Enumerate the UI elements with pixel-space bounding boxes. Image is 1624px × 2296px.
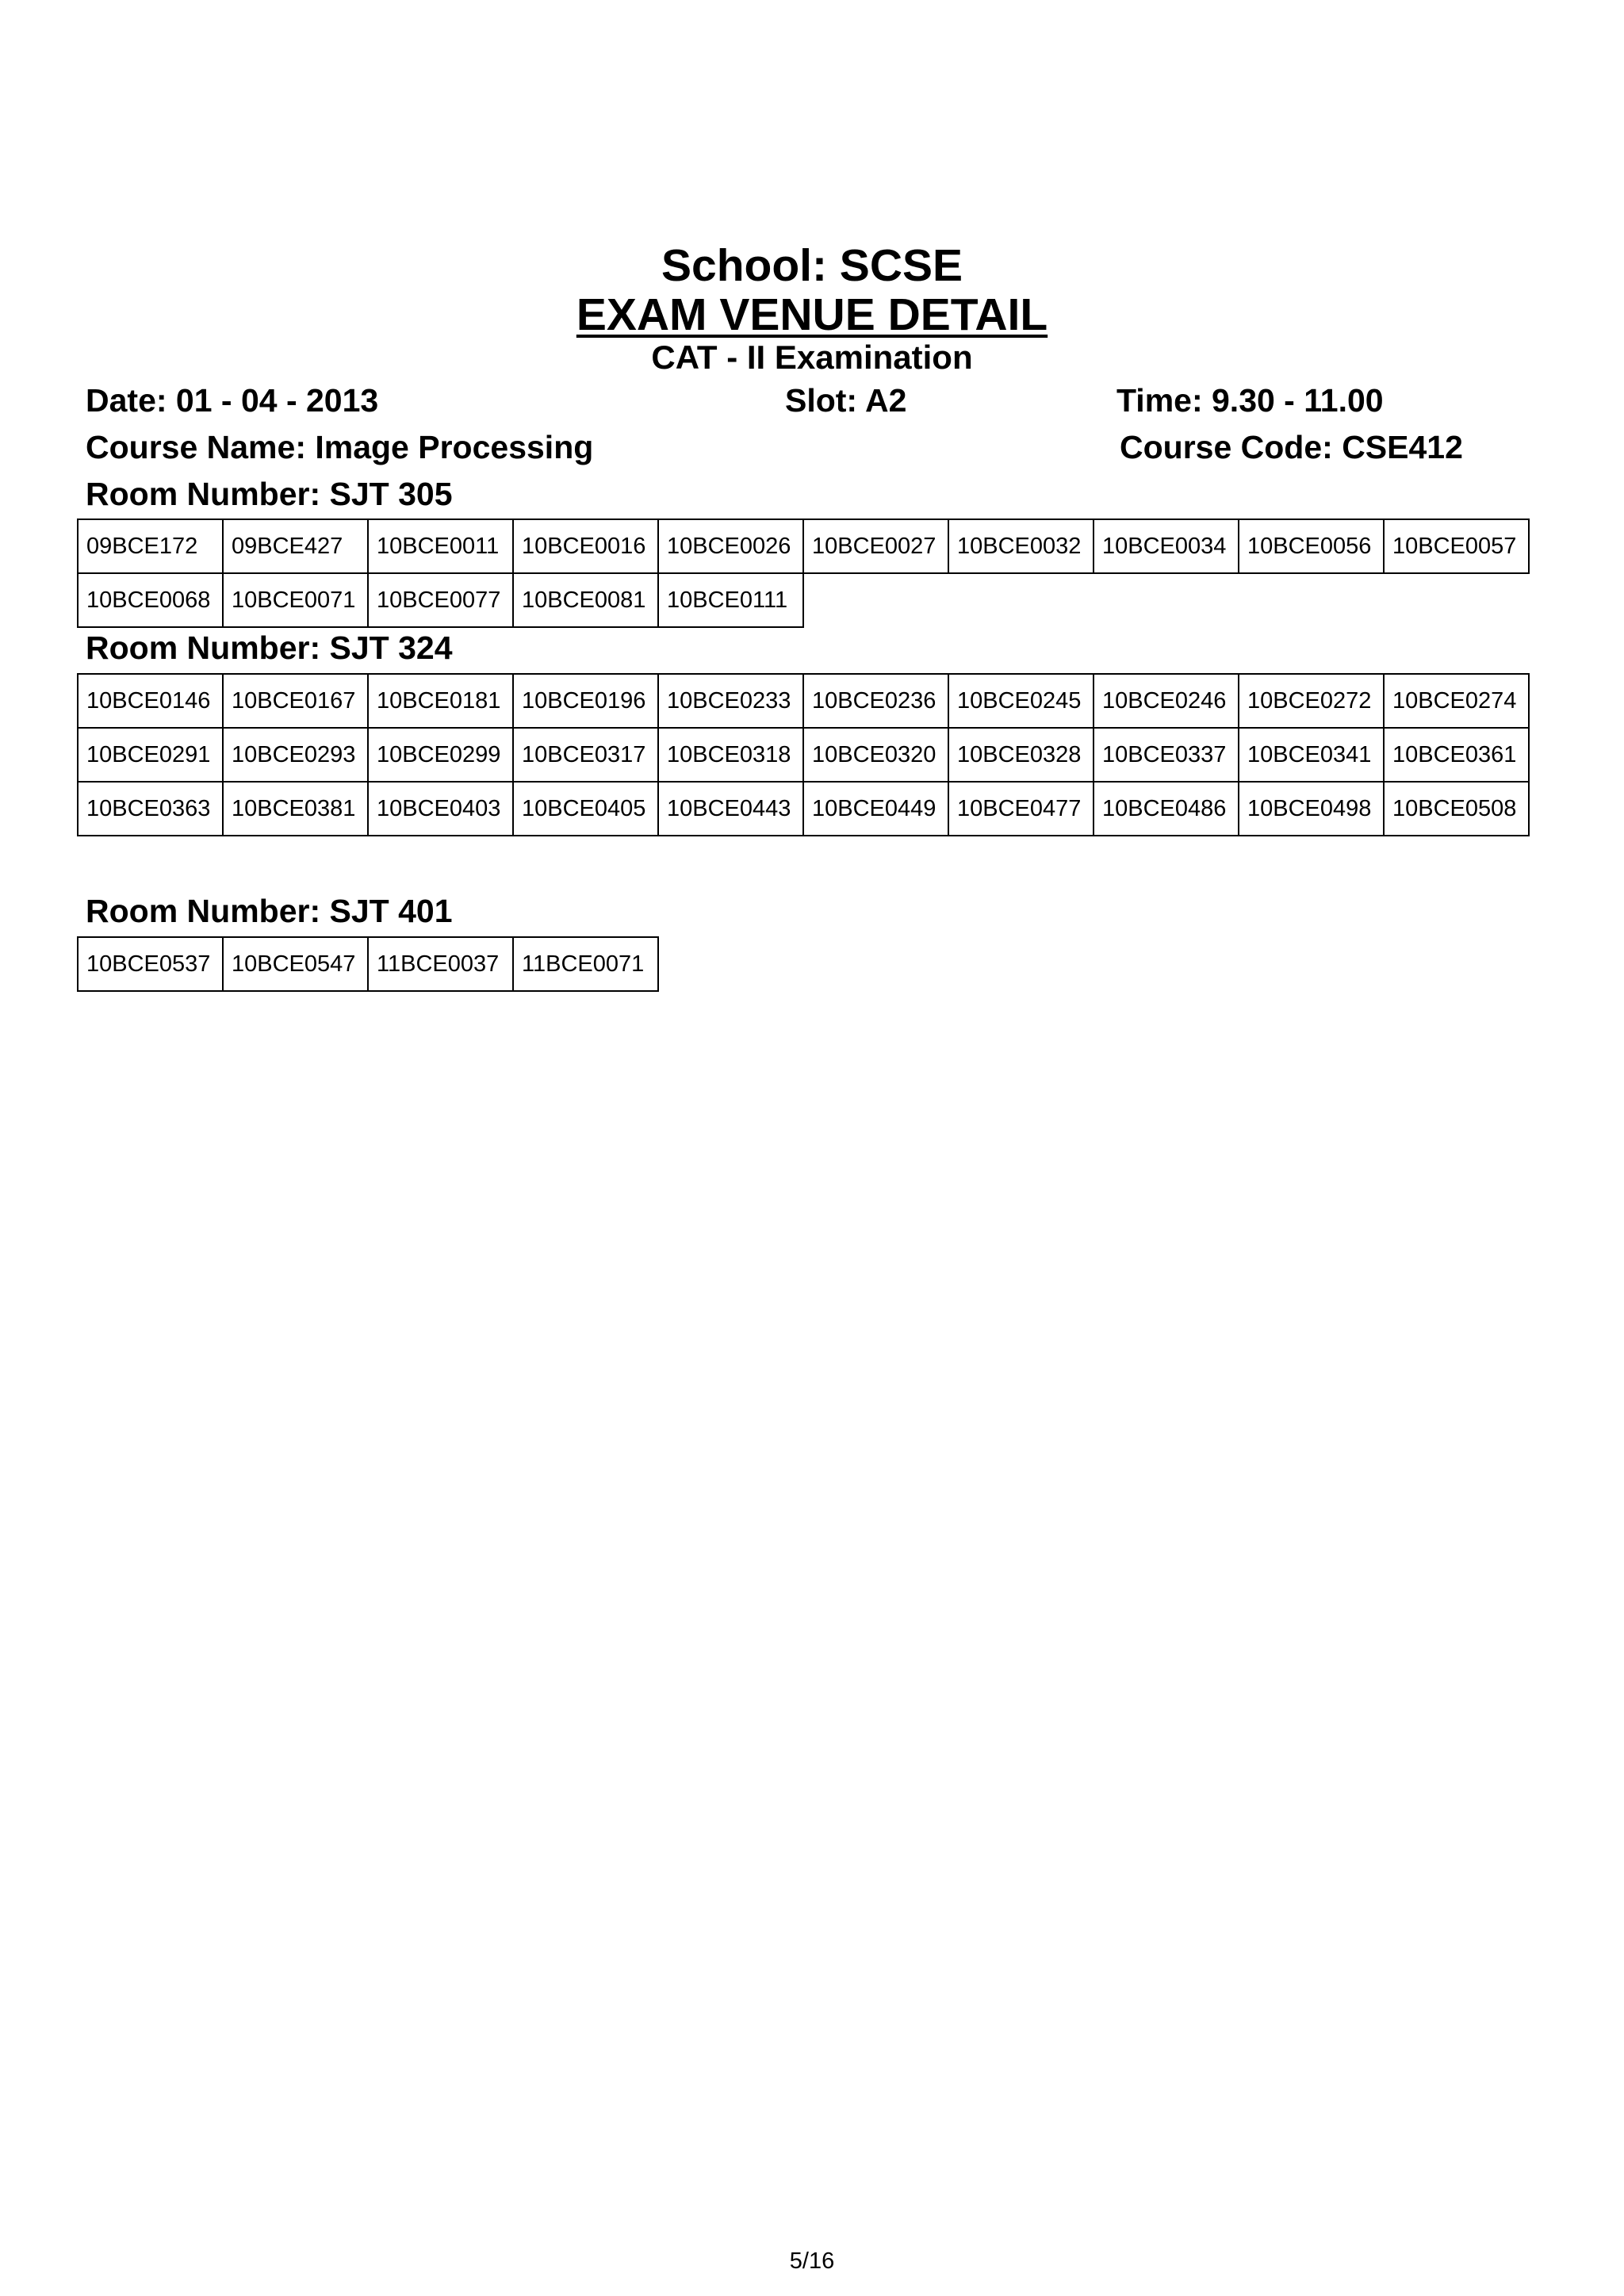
student-cell: 10BCE0293 xyxy=(223,728,368,782)
exam-slot: Slot: A2 xyxy=(785,382,907,419)
student-cell: 10BCE0403 xyxy=(368,782,513,836)
student-cell: 10BCE0318 xyxy=(658,728,803,782)
student-cell: 10BCE0341 xyxy=(1239,728,1384,782)
table-row xyxy=(78,519,1529,573)
student-cell: 10BCE0057 xyxy=(1384,519,1529,573)
student-cell: 10BCE0034 xyxy=(1094,519,1239,573)
student-cell: 10BCE0498 xyxy=(1239,782,1384,836)
student-cell: 09BCE427 xyxy=(223,519,368,573)
room-label-sjt-324: Room Number: SJT 324 xyxy=(86,629,453,666)
student-cell: 10BCE0477 xyxy=(948,782,1094,836)
table-row xyxy=(78,728,1529,782)
student-cell: 10BCE0032 xyxy=(948,519,1094,573)
student-cell: 10BCE0111 xyxy=(658,573,803,627)
student-cell: 10BCE0328 xyxy=(948,728,1094,782)
student-cell: 10BCE0320 xyxy=(803,728,948,782)
student-cell: 10BCE0547 xyxy=(223,937,368,991)
student-cell: 10BCE0026 xyxy=(658,519,803,573)
room-table-sjt-305-continued xyxy=(77,572,804,628)
student-cell: 10BCE0027 xyxy=(803,519,948,573)
student-cell: 10BCE0071 xyxy=(223,573,368,627)
room-table-sjt-401 xyxy=(77,936,659,992)
student-cell: 10BCE0016 xyxy=(513,519,658,573)
course-name: Course Name: Image Processing xyxy=(86,429,594,465)
room-label-sjt-401: Room Number: SJT 401 xyxy=(86,893,453,929)
student-cell: 10BCE0196 xyxy=(513,674,658,728)
student-cell: 10BCE0056 xyxy=(1239,519,1384,573)
exam-name: CAT - II Examination xyxy=(651,339,973,376)
student-cell: 10BCE0068 xyxy=(78,573,223,627)
student-cell: 10BCE0274 xyxy=(1384,674,1529,728)
student-cell: 10BCE0363 xyxy=(78,782,223,836)
student-cell: 10BCE0011 xyxy=(368,519,513,573)
student-cell: 10BCE0299 xyxy=(368,728,513,782)
student-cell: 10BCE0181 xyxy=(368,674,513,728)
student-cell: 10BCE0081 xyxy=(513,573,658,627)
student-cell: 10BCE0146 xyxy=(78,674,223,728)
table-row xyxy=(78,782,1529,836)
room-table-sjt-305 xyxy=(77,519,1530,574)
page-title-text: EXAM VENUE DETAIL xyxy=(576,289,1048,340)
page-number: 5/16 xyxy=(789,2248,835,2274)
room-label-sjt-305: Room Number: SJT 305 xyxy=(86,476,453,512)
student-cell: 10BCE0449 xyxy=(803,782,948,836)
student-cell: 10BCE0486 xyxy=(1094,782,1239,836)
student-cell: 10BCE0508 xyxy=(1384,782,1529,836)
student-cell: 09BCE172 xyxy=(78,519,223,573)
school-heading: School: SCSE xyxy=(661,240,963,291)
student-cell: 10BCE0381 xyxy=(223,782,368,836)
course-code: Course Code: CSE412 xyxy=(1120,429,1463,465)
student-cell: 11BCE0037 xyxy=(368,937,513,991)
student-cell: 10BCE0245 xyxy=(948,674,1094,728)
student-cell: 10BCE0361 xyxy=(1384,728,1529,782)
student-cell: 10BCE0317 xyxy=(513,728,658,782)
student-cell: 10BCE0236 xyxy=(803,674,948,728)
student-cell: 10BCE0537 xyxy=(78,937,223,991)
table-row xyxy=(78,573,803,627)
table-row xyxy=(78,674,1529,728)
exam-date: Date: 01 - 04 - 2013 xyxy=(86,382,379,419)
student-cell: 11BCE0071 xyxy=(513,937,658,991)
table-row xyxy=(78,937,658,991)
student-cell: 10BCE0233 xyxy=(658,674,803,728)
student-cell: 10BCE0246 xyxy=(1094,674,1239,728)
student-cell: 10BCE0443 xyxy=(658,782,803,836)
student-cell: 10BCE0291 xyxy=(78,728,223,782)
student-cell: 10BCE0405 xyxy=(513,782,658,836)
student-cell: 10BCE0077 xyxy=(368,573,513,627)
room-table-sjt-324 xyxy=(77,673,1530,836)
student-cell: 10BCE0272 xyxy=(1239,674,1384,728)
student-cell: 10BCE0337 xyxy=(1094,728,1239,782)
student-cell: 10BCE0167 xyxy=(223,674,368,728)
exam-time: Time: 9.30 - 11.00 xyxy=(1116,382,1384,419)
page-title xyxy=(0,289,1624,341)
